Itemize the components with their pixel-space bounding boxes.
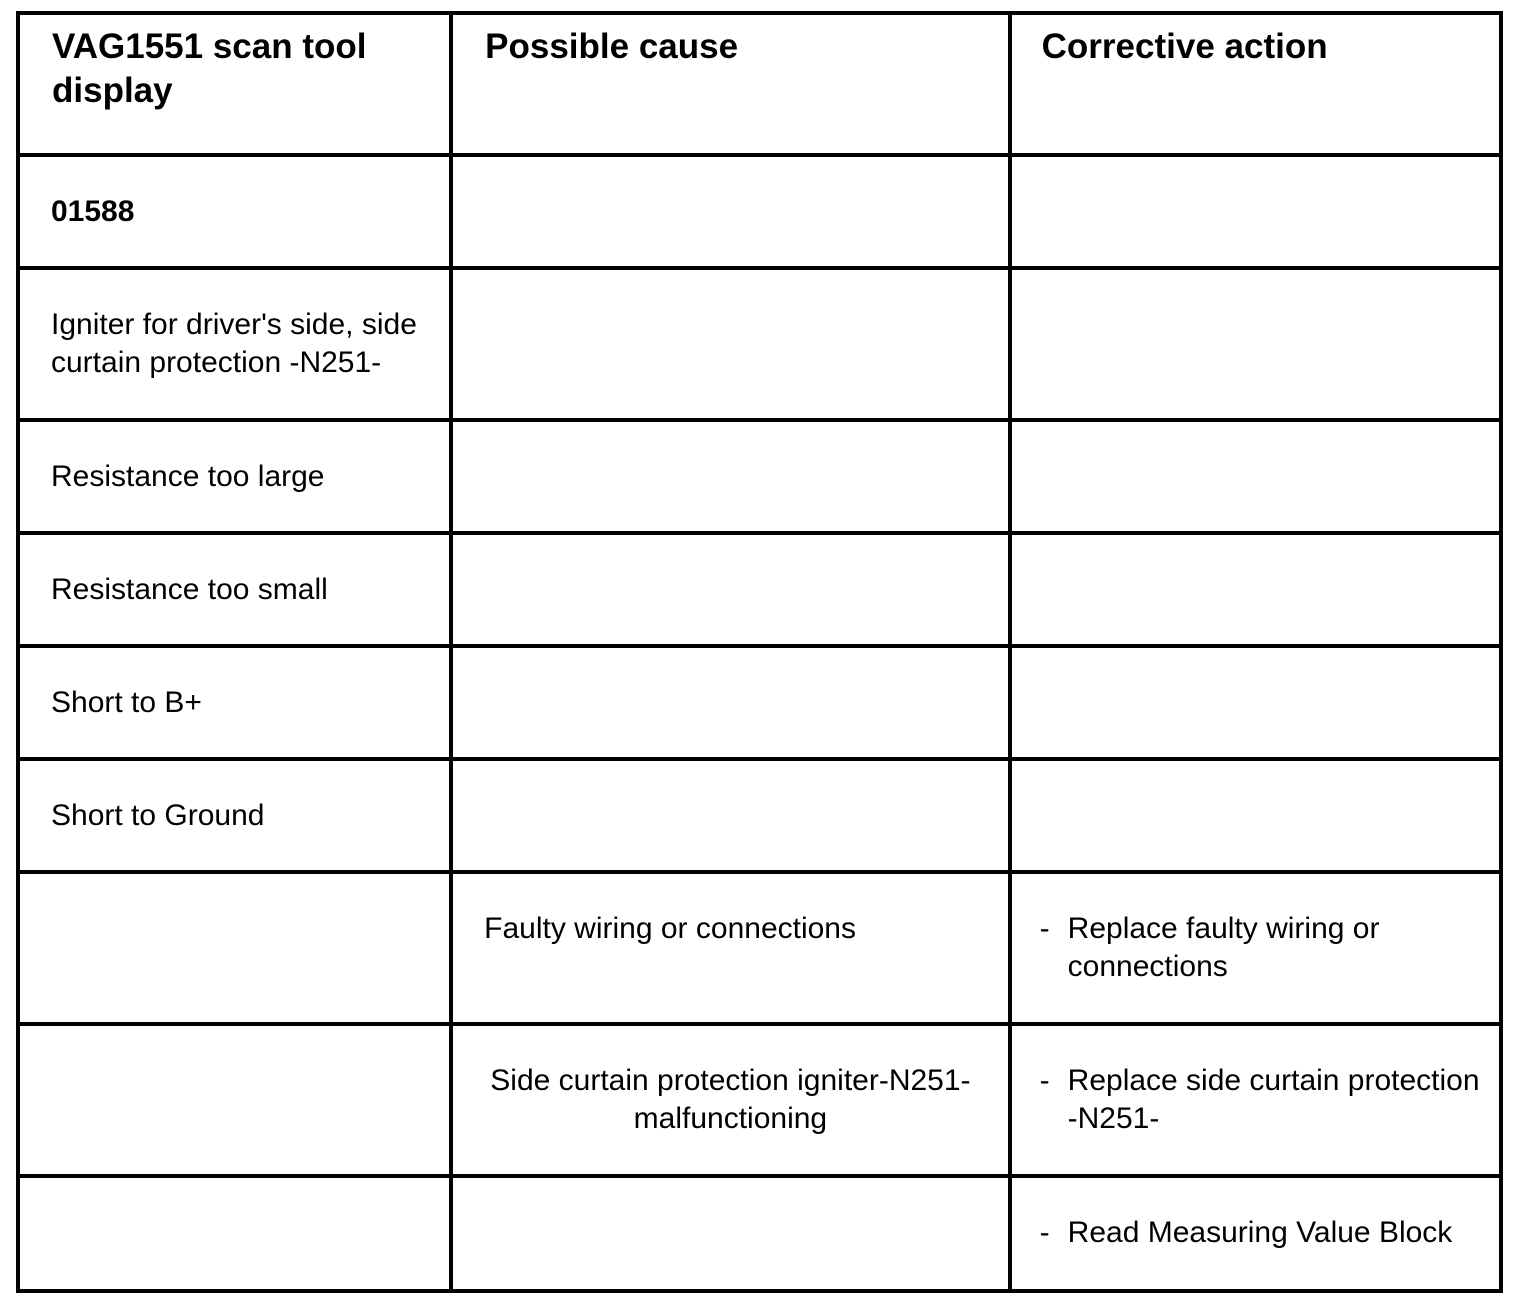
table-row bbox=[18, 268, 1501, 420]
corrective-action bbox=[1012, 1026, 1499, 1138]
header-label: Possible cause bbox=[485, 27, 739, 66]
cause-cell bbox=[451, 646, 1010, 759]
fault-type: Resistance too small bbox=[51, 573, 328, 606]
cause-cell bbox=[451, 1176, 1010, 1291]
cause-cell bbox=[451, 759, 1010, 872]
table-row bbox=[18, 759, 1501, 872]
header-label: VAG1551 scan tool display bbox=[52, 27, 367, 110]
cause-cell bbox=[451, 533, 1010, 646]
table-row bbox=[18, 1176, 1501, 1291]
component-name: Igniter for driver's side, side curtain protection -N251- bbox=[51, 308, 417, 379]
action-text: Read Measuring Value Block bbox=[1067, 1216, 1453, 1249]
cause-cell bbox=[451, 155, 1010, 268]
display-cell bbox=[18, 268, 451, 420]
display-cell bbox=[18, 1024, 451, 1176]
cause-cell bbox=[451, 872, 1010, 1024]
corrective-action bbox=[1012, 874, 1499, 986]
action-cell bbox=[1010, 533, 1501, 646]
possible-cause: Faulty wiring or connections bbox=[484, 912, 856, 945]
action-cell bbox=[1010, 872, 1501, 1024]
action-cell bbox=[1010, 646, 1501, 759]
display-cell bbox=[18, 872, 451, 1024]
diagnostic-table bbox=[16, 11, 1503, 1293]
action-text: Replace side curtain protection -N251- bbox=[1067, 1064, 1480, 1135]
header-label: Corrective action bbox=[1041, 27, 1328, 66]
fault-type: Short to Ground bbox=[51, 799, 265, 832]
header-possible-cause bbox=[451, 13, 1010, 155]
cause-cell bbox=[451, 420, 1010, 533]
action-cell bbox=[1010, 1024, 1501, 1176]
table-row bbox=[18, 155, 1501, 268]
table-row bbox=[18, 533, 1501, 646]
possible-cause: Side curtain protection igniter-N251- malfunctioning bbox=[490, 1064, 971, 1135]
table-row bbox=[18, 420, 1501, 533]
fault-code: 01588 bbox=[51, 195, 135, 228]
corrective-action bbox=[1012, 1178, 1499, 1252]
action-cell bbox=[1010, 759, 1501, 872]
cause-cell bbox=[451, 268, 1010, 420]
action-text: Replace faulty wiring or connections bbox=[1067, 912, 1380, 983]
display-cell bbox=[18, 533, 451, 646]
action-cell bbox=[1010, 268, 1501, 420]
header-corrective-action bbox=[1010, 13, 1501, 155]
table-header-row bbox=[18, 13, 1501, 155]
display-cell bbox=[18, 420, 451, 533]
action-cell bbox=[1010, 155, 1501, 268]
bullet-dash: - bbox=[1039, 1064, 1050, 1097]
table-row bbox=[18, 872, 1501, 1024]
fault-type: Resistance too large bbox=[51, 460, 325, 493]
display-cell bbox=[18, 646, 451, 759]
bullet-dash: - bbox=[1039, 1216, 1050, 1249]
header-scan-tool-display bbox=[18, 13, 451, 155]
table-row bbox=[18, 1024, 1501, 1176]
display-cell bbox=[18, 759, 451, 872]
action-cell bbox=[1010, 1176, 1501, 1291]
display-cell bbox=[18, 155, 451, 268]
cause-cell bbox=[451, 1024, 1010, 1176]
table-row bbox=[18, 646, 1501, 759]
action-cell bbox=[1010, 420, 1501, 533]
fault-type: Short to B+ bbox=[51, 686, 202, 719]
bullet-dash: - bbox=[1039, 912, 1050, 945]
display-cell bbox=[18, 1176, 451, 1291]
